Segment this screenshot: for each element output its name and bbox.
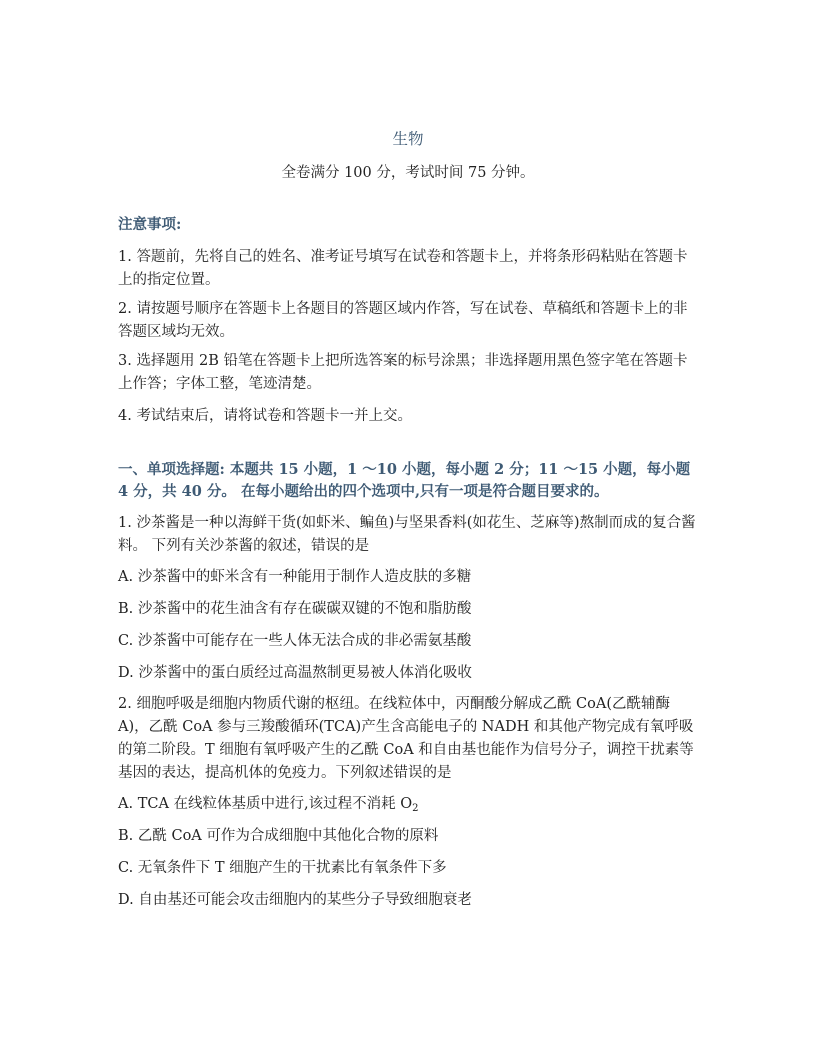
- oxygen-subscript: 2: [412, 803, 419, 814]
- paper-title: 生物: [392, 130, 424, 148]
- question-1-option-c: C. 沙茶酱中可能存在一些人体无法合成的非必需氨基酸: [118, 633, 472, 649]
- question-2-option-a-text: A. TCA 在线粒体基质中进行,该过程不消耗 O: [118, 796, 413, 812]
- section-1-heading: 一、单项选择题: 本题共 15 小题，1 ～10 小题，每小题 2 分；11 ～15 小题，每小题 4 分，共 40 分。 在每小题给出的四个选项中,只有一项是符合题目要求的。: [118, 461, 691, 500]
- question-1-stem: 1. 沙茶酱是一种以海鲜干货(如虾米、鳊鱼)与坚果香料(如花生、芝麻等)熬制而成的复合酱料。 下列有关沙茶酱的叙述，错误的是: [118, 515, 696, 554]
- question-2-option-a: [118, 793, 700, 820]
- question-2-stem: 2. 细胞呼吸是细胞内物质代谢的枢纽。在线粒体中，丙酮酸分解成乙酰 CoA(乙酰辅酶 A)，乙酰 CoA 参与三羧酸循环(TCA)产生含高能电子的 NADH 和其他产物完成有氧呼吸的第二阶段。T 细胞有氧呼吸产生的乙酰 CoA 和自由基也能作为信号分子，调控干扰素等基因的表达，提高机体的免疫力。下列叙述错误的是: [118, 696, 694, 781]
- question-1-option-b: B. 沙茶酱中的花生油含有存在碳碳双键的不饱和脂肪酸: [118, 601, 472, 617]
- notice-item-1: 1. 答题前，先将自己的姓名、准考证号填写在试卷和答题卡上，并将条形码粘贴在答题卡上的指定位置。: [118, 249, 688, 288]
- question-2-option-b: B. 乙酰 CoA 可作为合成细胞中其他化合物的原料: [118, 828, 439, 844]
- exam-info: 全卷满分 100 分，考试时间 75 分钟。: [281, 165, 535, 181]
- question-1-option-d: D. 沙茶酱中的蛋白质经过高温熬制更易被人体消化吸收: [118, 665, 472, 681]
- notice-item-2: 2. 请按题号顺序在答题卡上各题目的答题区域内作答，写在试卷、草稿纸和答题卡上的非答题区域均无效。: [118, 301, 688, 340]
- question-2-option-d: D. 自由基还可能会攻击细胞内的某些分子导致细胞衰老: [118, 892, 472, 908]
- question-1-option-a: A. 沙茶酱中的虾米含有一种能用于制作人造皮肤的多糖: [118, 569, 472, 585]
- notice-heading: 注意事项:: [118, 216, 182, 233]
- notice-item-4: 4. 考试结束后，请将试卷和答题卡一并上交。: [118, 408, 412, 424]
- question-2-option-c: C. 无氧条件下 T 细胞产生的干扰素比有氧条件下多: [118, 860, 447, 876]
- notice-item-3: 3. 选择题用 2B 铅笔在答题卡上把所选答案的标号涂黑；非选择题用黑色签字笔在答题卡上作答；字体工整，笔迹清楚。: [118, 353, 688, 392]
